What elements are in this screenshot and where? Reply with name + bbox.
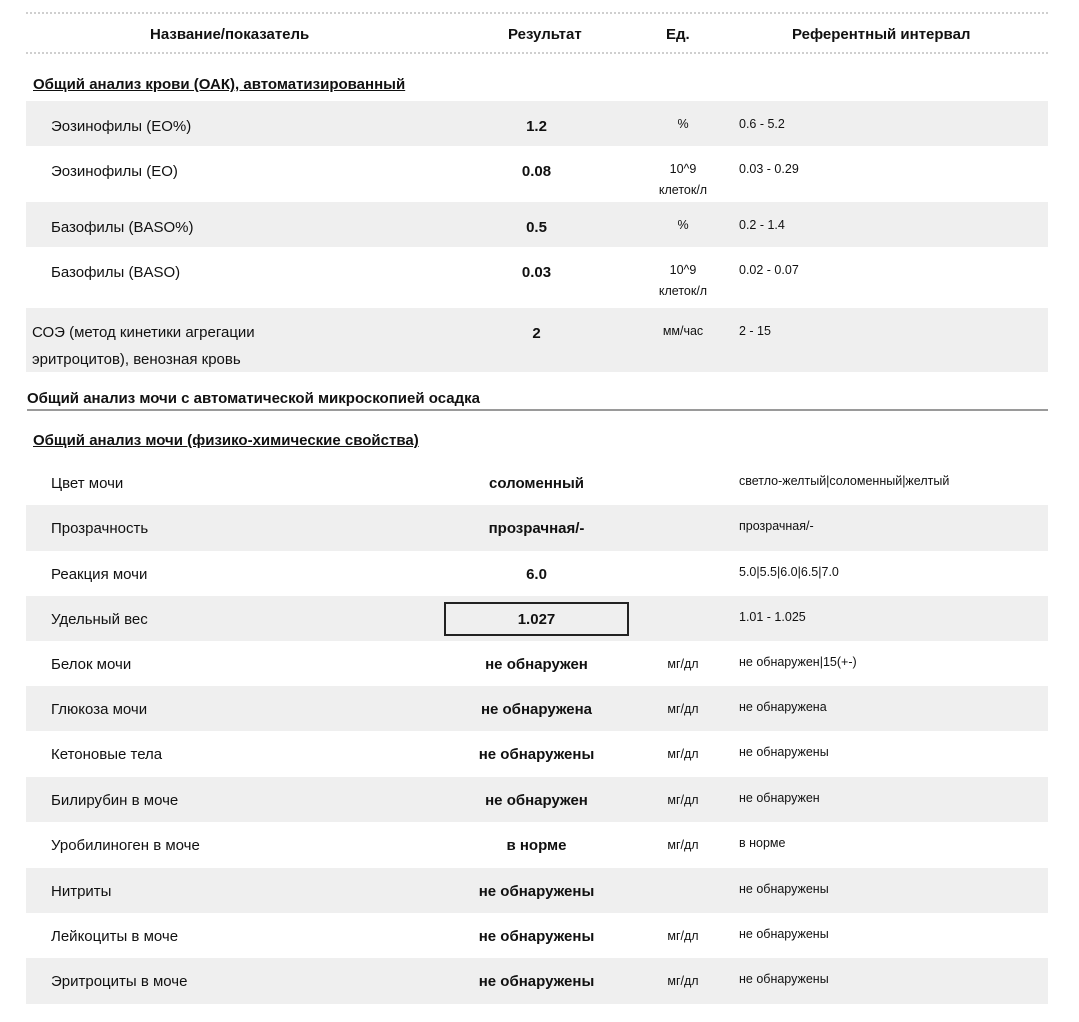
- test-unit: мм/час: [662, 324, 704, 338]
- test-name: Базофилы (BASO%): [51, 219, 194, 236]
- test-name: Билирубин в моче: [51, 792, 179, 809]
- test-unit: мг/дл: [667, 793, 699, 807]
- test-name: Цвет мочи: [51, 475, 124, 492]
- table-row: [26, 731, 1048, 777]
- test-unit: мг/дл: [667, 747, 699, 761]
- test-result: не обнаружены: [478, 883, 595, 900]
- test-name: Базофилы (BASO): [51, 264, 181, 281]
- test-result: 6.0: [526, 566, 547, 583]
- table-row: [26, 913, 1048, 958]
- test-result: не обнаружены: [478, 928, 595, 945]
- test-reference: не обнаружены: [739, 927, 829, 941]
- test-reference: не обнаружен: [739, 791, 820, 805]
- table-row: [26, 460, 1048, 505]
- test-name: Эозинофилы (EO): [51, 163, 178, 180]
- table-row: [26, 247, 1048, 308]
- test-result: в норме: [506, 837, 567, 854]
- test-name: Глюкоза мочи: [51, 701, 148, 718]
- section-title-blood: Общий анализ крови (ОАК), автоматизированный: [33, 76, 406, 93]
- test-name-line1: СОЭ (метод кинетики агрегации: [32, 324, 255, 341]
- test-reference: 1.01 - 1.025: [739, 610, 806, 624]
- test-name: Белок мочи: [51, 656, 132, 673]
- test-name: Уробилиноген в моче: [51, 837, 200, 854]
- column-header-result: Результат: [508, 26, 582, 43]
- test-reference: светло-желтый|соломенный|желтый: [739, 474, 950, 488]
- test-result: соломенный: [488, 475, 585, 492]
- column-header-reference: Референтный интервал: [792, 26, 971, 43]
- test-name: Эозинофилы (EO%): [51, 118, 192, 135]
- table-row: [26, 101, 1048, 146]
- test-name: Кетоновые тела: [51, 746, 163, 763]
- table-row: [26, 868, 1048, 913]
- test-name: Прозрачность: [51, 520, 149, 537]
- test-unit: %: [677, 117, 689, 131]
- table-row: [26, 641, 1048, 686]
- test-reference: прозрачная/-: [739, 519, 814, 533]
- column-header-unit: Ед.: [666, 26, 690, 43]
- test-name: Удельный вес: [51, 611, 148, 628]
- test-unit: мг/дл: [667, 974, 699, 988]
- test-reference: 0.6 - 5.2: [739, 117, 785, 131]
- test-result: не обнаружены: [478, 973, 595, 990]
- test-reference: 2 - 15: [739, 324, 771, 338]
- test-result-flagged: 1.027: [444, 602, 629, 636]
- test-reference: не обнаружены: [739, 745, 829, 759]
- table-row: [26, 596, 1048, 641]
- test-reference: не обнаружены: [739, 882, 829, 896]
- test-unit-line1: 10^9: [669, 263, 697, 277]
- group-title-urine: Общий анализ мочи с автоматической микроскопией осадка: [27, 390, 1048, 411]
- section-title-urine: Общий анализ мочи (физико-химические свойства): [33, 432, 419, 449]
- test-result: прозрачная/-: [488, 520, 585, 537]
- table-row: [26, 686, 1048, 731]
- test-name: Реакция мочи: [51, 566, 148, 583]
- table-row: [26, 146, 1048, 202]
- table-row: [26, 551, 1048, 596]
- test-unit: мг/дл: [667, 657, 699, 671]
- table-row: [26, 505, 1048, 551]
- test-name-line2: эритроцитов), венозная кровь: [32, 351, 241, 368]
- test-reference: не обнаружена: [739, 700, 827, 714]
- test-result: 0.08: [521, 163, 552, 180]
- test-result: 2: [532, 325, 541, 342]
- test-reference: в норме: [739, 836, 786, 850]
- table-row: [26, 202, 1048, 247]
- test-name: Эритроциты в моче: [51, 973, 188, 990]
- test-reference: 0.03 - 0.29: [739, 162, 799, 176]
- table-row: [26, 308, 1048, 372]
- table-header: [26, 12, 1048, 54]
- test-unit: %: [677, 218, 689, 232]
- test-unit-line1: 10^9: [669, 162, 697, 176]
- test-name: Нитриты: [51, 883, 112, 900]
- table-row: [26, 958, 1048, 1004]
- column-header-name: Название/показатель: [150, 26, 310, 43]
- test-unit-line2: клеток/л: [658, 284, 708, 298]
- test-reference: 0.2 - 1.4: [739, 218, 785, 232]
- test-name: Лейкоциты в моче: [51, 928, 179, 945]
- test-reference: не обнаружен|15(+-): [739, 655, 857, 669]
- test-result: не обнаружены: [478, 746, 595, 763]
- test-result: не обнаружен: [485, 792, 588, 809]
- test-result: не обнаружен: [485, 656, 588, 673]
- test-result: 0.5: [526, 219, 547, 236]
- test-reference: 0.02 - 0.07: [739, 263, 799, 277]
- test-result: не обнаружена: [480, 701, 593, 718]
- test-reference: не обнаружены: [739, 972, 829, 986]
- test-unit: мг/дл: [667, 702, 699, 716]
- table-row: [26, 822, 1048, 868]
- test-unit-line2: клеток/л: [658, 183, 708, 197]
- test-unit: мг/дл: [667, 838, 699, 852]
- test-unit: мг/дл: [667, 929, 699, 943]
- test-reference: 5.0|5.5|6.0|6.5|7.0: [739, 565, 839, 579]
- test-result: 0.03: [521, 264, 552, 281]
- table-row: [26, 777, 1048, 822]
- test-result: 1.2: [526, 118, 547, 135]
